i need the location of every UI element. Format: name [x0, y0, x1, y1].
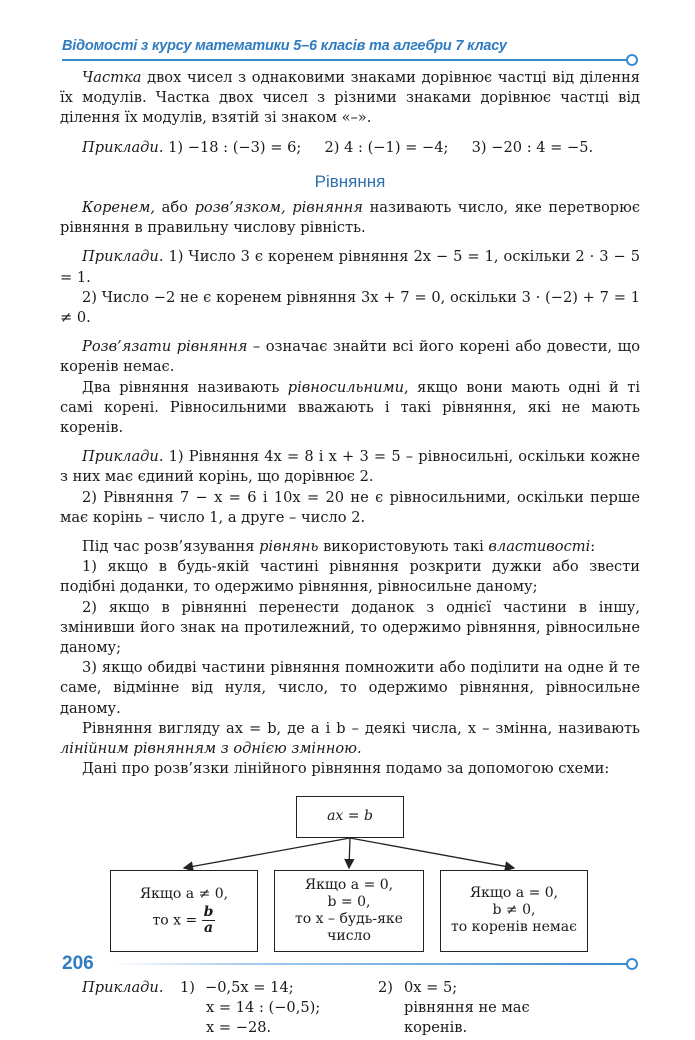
example-1-number: 1) [180, 978, 195, 996]
paragraph-text: Під час розв’язування [82, 538, 260, 556]
page-number: 206 [62, 953, 94, 974]
schema-case-2-line-2: b = 0, [327, 893, 371, 910]
schema-case-3-line-2: b ≠ 0, [492, 902, 536, 918]
paragraph-equivalent-example-1 [60, 447, 640, 487]
paragraph-equivalent-example-2: 2) Рівняння 7 − x = 6 і 10x = 20 не є рівносильними, оскільки перше має корінь – число 1, а друге – число 2. [60, 488, 640, 526]
paragraph-root-example-1 [60, 247, 640, 287]
paragraph-text: використовують такі [318, 538, 489, 556]
schema-case-1-line-1: Якщо a ≠ 0, [139, 885, 229, 902]
schema-case-2-line-3: то x – будь-яке [295, 910, 403, 927]
paragraph-root-definition [60, 198, 640, 238]
example-1-steps [205, 978, 320, 1038]
footer-circle-marker [626, 958, 638, 970]
schema-case-3-line-1: Якщо a = 0, [469, 885, 559, 901]
arrow-left [184, 838, 350, 868]
term-equivalent: рівносильними [287, 378, 404, 396]
paragraph-text: 1) Число 3 є коренем рівняння 2x − 5 = 1, оскільки 2 · 3 − 5 = 1. [60, 248, 640, 286]
paragraph-linear-definition [60, 719, 640, 759]
fraction-denominator: a [204, 919, 214, 936]
paragraph-text: або [155, 199, 195, 217]
examples-label: Приклади. [82, 248, 164, 266]
final-examples [60, 978, 640, 1040]
page-content [60, 68, 640, 1040]
example-2-step-1: 0x = 5; [404, 978, 458, 996]
paragraph-quotient [60, 68, 640, 129]
paragraph-text: 1) −18 : (−3) = 6; 2) 4 : (−1) = −4; 3) −20 : 4 = −5. [163, 138, 594, 156]
property-3: 3) якщо обидві частини рівняння помножити або поділити на одне й те саме, відмінне від нуля, число, то одержимо рівняння, рівносильне даному. [60, 659, 640, 717]
schema-box-equation [296, 796, 404, 838]
paragraph-examples-division [60, 138, 640, 158]
header-rule [62, 59, 628, 61]
term-equation: рівняння [292, 199, 363, 217]
examples-label: Приклади. [82, 138, 164, 156]
schema-case-2-line-4: число [327, 927, 371, 944]
schema-box-case-1 [110, 870, 258, 952]
linear-equation-schema [60, 790, 640, 970]
example-1-step-3: x = −28. [206, 1018, 272, 1036]
running-header: Відомості з курсу математики 5–6 класів та алгебри 7 класу [62, 38, 507, 54]
paragraph-text: називають число, яке перетворює рівняння в правильну числову рівність. [60, 199, 640, 237]
paragraph-root-example-2: 2) Число −2 не є коренем рівняння 3x + 7 = 0, оскільки 3 · (−2) + 7 = 1 ≠ 0. [60, 288, 640, 327]
fraction-numerator: b [203, 903, 214, 920]
arrow-middle [349, 838, 350, 868]
fraction-b-over-a [202, 905, 216, 936]
schema-case-3-line-3: то коренів немає [451, 919, 577, 935]
term-properties: властивості [488, 538, 591, 556]
schema-case-1-line-2 [140, 905, 228, 936]
term-linear-equation: лінійним рівнянням з однією змінною. [60, 740, 362, 758]
paragraph-text: Рівняння вигляду ax = b, де a і b – деякі числа, x – змінна, називають [82, 719, 640, 737]
examples-label-col [82, 978, 163, 998]
paragraph-schema-intro: Дані про розв’язки лінійного рівняння подамо за допомогою схеми: [82, 760, 610, 778]
paragraph-text: : [590, 538, 596, 556]
example-1-step-1: −0,5x = 14; [205, 978, 294, 996]
paragraph-solve-definition [60, 337, 640, 377]
term-solution: розв’язком, [194, 199, 286, 217]
arrow-right [350, 838, 514, 868]
term-root: Коренем, [82, 199, 156, 217]
paragraph-text: – означає знайти всі його корені або довести, що коренів немає. [60, 338, 640, 376]
header-circle-marker [626, 54, 638, 66]
paragraph-properties-intro [60, 537, 640, 557]
paragraph-equivalent-definition [60, 378, 640, 439]
term-equations: рівнянь [259, 538, 319, 556]
example-1-step-2: x = 14 : (−0,5); [206, 998, 321, 1016]
example-2-step-2: рівняння не має [404, 998, 530, 1016]
term-solve-equation: Розв’язати рівняння [82, 338, 248, 356]
example-2-step-3: коренів. [404, 1018, 468, 1036]
example-2-number: 2) [378, 978, 393, 996]
schema-box-case-3 [440, 870, 588, 952]
paragraph-text: 1) Рівняння 4x = 8 і x + 3 = 5 – рівносильні, оскільки кожне з них має єдиний корінь, що дорівнює 2. [60, 448, 640, 486]
schema-equation-text: ax = b [327, 808, 373, 824]
footer-rule [112, 963, 628, 965]
paragraph-text: Два рівняння називають [82, 378, 288, 396]
examples-label: Приклади. [82, 978, 164, 996]
schema-box-case-2 [274, 870, 424, 952]
section-title: Рівняння [314, 171, 386, 191]
term-quotient: Частка [82, 69, 142, 86]
schema-case-1-text: то x = [152, 912, 198, 928]
example-2-steps [404, 978, 530, 1038]
schema-case-2-line-1: Якщо a = 0, [304, 876, 394, 893]
property-2: 2) якщо в рівнянні перенести доданок з однієї частини в іншу, змінивши його знак на протилежний, то одержимо рівняння, рівносильне даному; [60, 598, 640, 657]
examples-label: Приклади. [82, 448, 164, 466]
paragraph-text: двох чисел з однаковими знаками дорівнює частці від ділення їх модулів. Частка двох чисел з різними знаками дорівнює частці від ділення їх модулів, взятій зі знаком «–». [60, 69, 640, 127]
property-1: 1) якщо в будь-якій частині рівняння розкрити дужки або звести подібні доданки, то одержимо рівняння, рівносильне даному; [60, 558, 640, 596]
paragraph-text: , якщо вони мають одні й ті самі корені. Рівносильними вважають і такі рівняння, які не мають коренів. [60, 378, 640, 437]
